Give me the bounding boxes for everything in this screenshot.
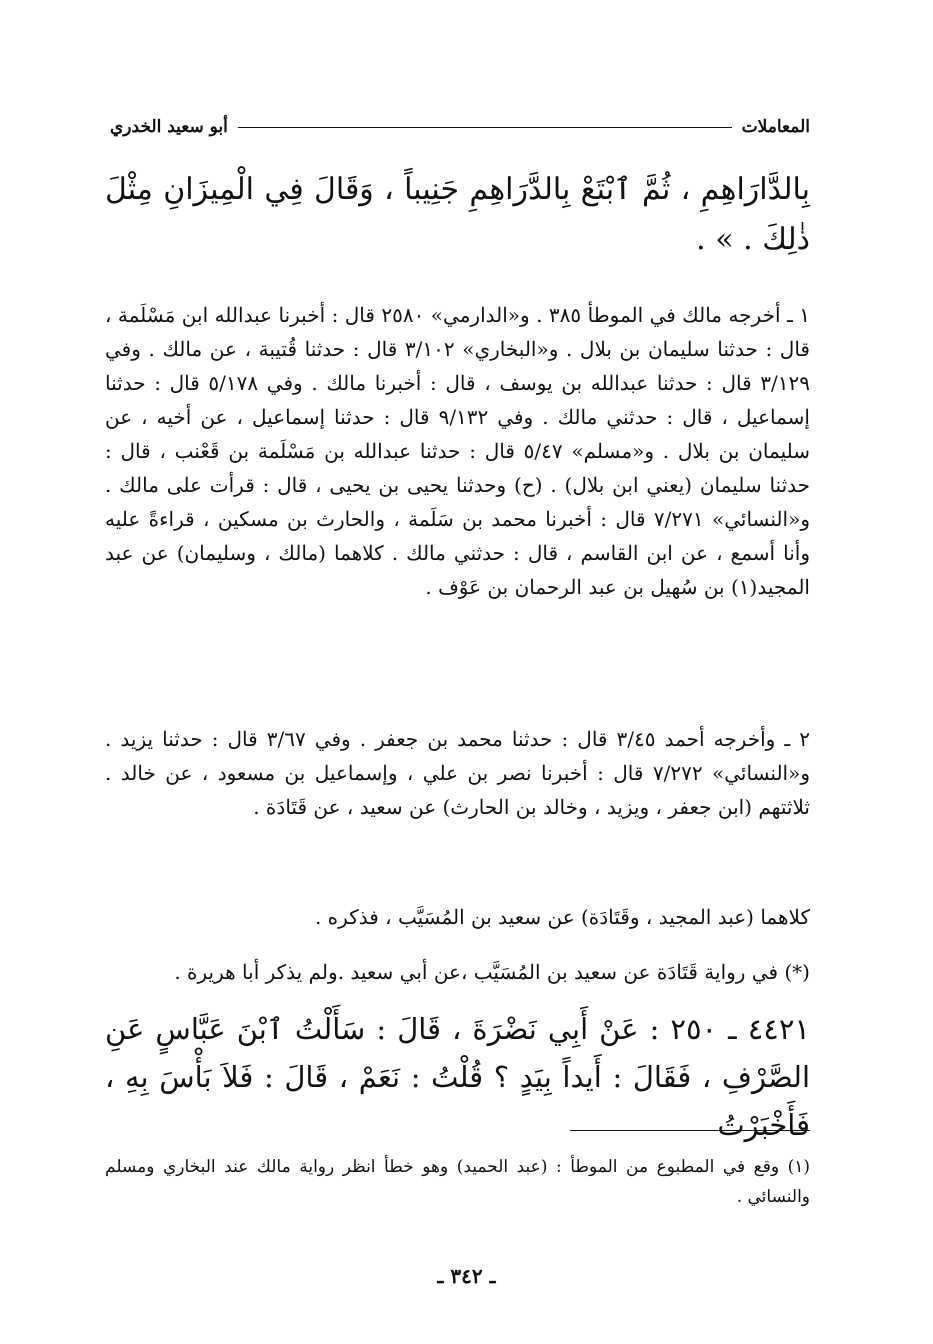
header-rule: [238, 127, 732, 128]
page-number: ـ ٣٤٢ ـ: [437, 1264, 496, 1288]
header-chapter-title: أبو سعيد الخدري: [110, 117, 228, 137]
hadith-text-continued: بِالدَّارَاهِمِ ، ثُمَّ ٱبْتَعْ بِالدَّرَاهِمِ جَنِيباً ، وَقَالَ فِي الْمِيزَانِ مِثْلَ ذٰلِكَ . » .: [105, 172, 810, 257]
takhrij-note-1: ١ ـ أخرجه مالك في الموطأ ٣٨٥ . و«الدارمي» ٢٥٨٠ قال : أخبرنا عبدالله ابن مَسْلَمة ، قال : حدثنا سليمان بن بلال . و«البخاري» ٣/١٠٢ قال : حدثنا قُتيبة ، عن مالك . وفي ٣/١٢٩ قال : حدثنا عبدالله بن يوسف ، قال : أخبرنا مالك . وفي ٥/١٧٨ قال : حدثنا إسماعيل ، قال : حدثني مالك . وفي ٩/١٣٢ قال : حدثنا إسماعيل ، عن أخيه ، عن سليمان بن بلال . و«مسلم» ٥/٤٧ قال : حدثنا عبدالله بن مَسْلَمة بن قَعْنب ، قال : حدثنا سليمان (يعني ابن بلال) . (ح) وحدثنا يحيى بن يحيى ، قال : قرأت على مالك . و«النسائي» ٧/٢٧١ قال : أخبرنا محمد بن سَلَمة ، والحارث بن مسكين ، قراءةً عليه وأنا أسمع ، عن ابن القاسم ، قال : حدثني مالك . كلاهما (مالك ، وسليمان) عن عبد المجيد(١) بن سُهيل بن عبد الرحمان بن عَوْف .: [105, 303, 810, 599]
footnote: (١) وقع في المطبوع من الموطأ : (عبد الحميد) وهو خطأ انظر رواية مالك عند البخاري ومسلم والنسائي .: [105, 1157, 810, 1207]
header-section-title: المعاملات: [741, 117, 810, 137]
running-header: [110, 112, 810, 142]
takhrij-summary: كلاهما (عبد المجيد ، وقَتَادَة) عن سعيد بن المُسَيَّب ، فذكره .: [314, 905, 810, 929]
hadith-text-next: ٤٤٢١ ـ ٢٥٠ : عَنْ أَبِي نَضْرَةَ ، قَالَ : سَأَلْتُ ٱبْنَ عَبَّاسٍ عَنِ الصَّرْفِ ، فَقَالَ : أَيداً بِيَدٍ ؟ قُلْتُ : نَعَمْ ، قَالَ : فَلاَ بَأْسَ بِهِ ، فَأَخْبَرْتُ: [105, 1012, 810, 1142]
footnote-separator: [570, 1130, 810, 1131]
takhrij-remark: (*) في رواية قَتَادَة عن سعيد بن المُسَيَّب ،عن أبي سعيد .ولم يذكر أبا هريرة .: [174, 960, 810, 984]
takhrij-note-2: ٢ ـ وأخرجه أحمد ٣/٤٥ قال : حدثنا محمد بن جعفر . وفي ٣/٦٧ قال : حدثنا يزيد . و«النسائي» ٧/٢٧٢ قال : أخبرنا نصر بن علي ، وإسماعيل بن مسعود ، عن خالد . ثلاثتهم (ابن جعفر ، ويزيد ، وخالد بن الحارث) عن سعيد ، عن قَتَادَة .: [105, 727, 811, 819]
